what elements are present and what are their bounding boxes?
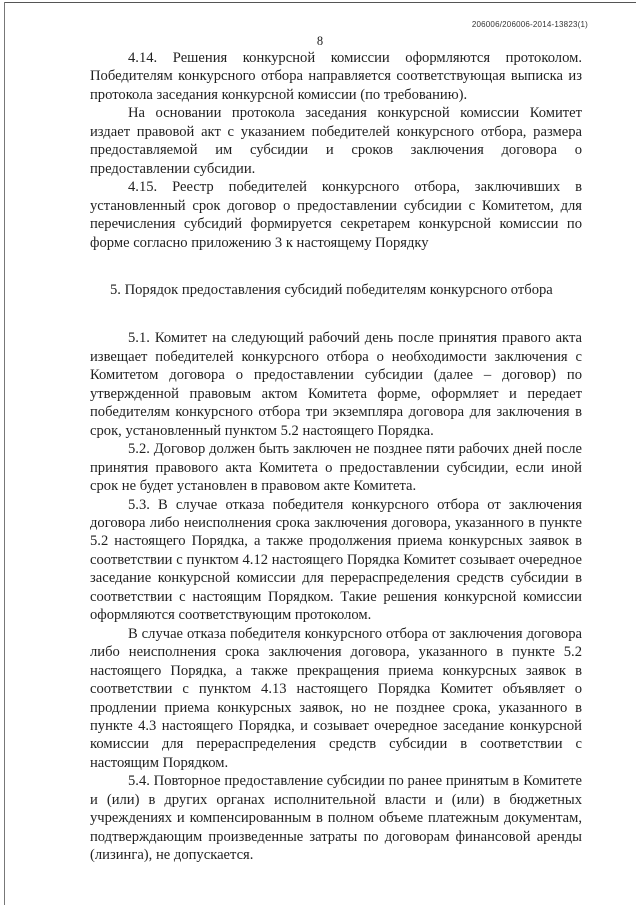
section-heading: 5. Порядок предоставления субсидий победителям конкурсного отбора	[110, 281, 553, 298]
paragraph-5-3-refusal: В случае отказа победителя конкурсного отбора от заключения договора либо неисполнения срока заключения договора, указанного в пункте 5.2 настоящего Порядка, а также прекращения приема конкурсных заявок в соответствии с пунктом 4.13 настоящего Порядка Комитет объявляет о продлении приема конкурсных заявок, но не позднее срока, указанного в пункте 4.3 настоящего Порядка, и созывает очередное заседание конкурсной комиссии для перераспределения средств субсидии в соответствии с настоящим Порядком.	[90, 625, 582, 771]
page-left-border	[4, 2, 5, 905]
document-body	[90, 49, 582, 865]
page-top-border	[4, 2, 636, 3]
paragraph-4-15: 4.15. Реестр победителей конкурсного отбора, заключивших в установленный срок договор о предоставлении субсидии с Комитетом, для перечисления субсидий формируется секретарем конкурсной комиссии по форме согласно приложению 3 к настоящему Порядку	[90, 179, 582, 251]
paragraph-5-3: 5.3. В случае отказа победителя конкурсного отбора от заключения договора либо неисполнения срока заключения договора, указанного в пункте 5.2 настоящего Порядка, а также продолжения приема конкурсных заявок в соответствии с пунктом 4.12 настоящего Порядка Комитет созывает очередное заседание конкурсной комиссии для перераспределения средств субсидии в соответствии с настоящим Порядком. Такие решения конкурсной комиссии оформляются соответствующим протоколом.	[90, 496, 582, 624]
page-number: 8	[316, 34, 324, 48]
paragraph-5-1: 5.1. Комитет на следующий рабочий день после принятия правого акта извещает победителей конкурсного отбора о необходимости заключения с Комитетом договора о предоставлении субсидии (далее – договор) по утвержденной правовым актом Комитета форме, оформляет и передает победителям конкурсного отбора три экземпляра договора для заключения в срок, установленный пунктом 5.2 настоящего Порядка.	[90, 330, 582, 439]
paragraph-protocol-act: На основании протокола заседания конкурсной комиссии Комитет издает правовой акт с указанием победителей конкурсного отбора, размера предоставляемой им субсидии и сроков заключения договора о предоставлении субсидии.	[90, 105, 582, 177]
document-id-stamp: 206006/206006-2014-13823(1)	[471, 20, 588, 29]
paragraph-5-4: 5.4. Повторное предоставление субсидии по ранее принятым в Комитете и (или) в других органах исполнительной власти и (или) в бюджетных учреждениях и компенсированным в полном объеме платежным документам, подтверждающим произведенные затраты по договорам финансовой аренды (лизинга), не допускается.	[90, 773, 582, 864]
paragraph-5-2: 5.2. Договор должен быть заключен не позднее пяти рабочих дней после принятия правового акта Комитета о предоставлении субсидии, если иной срок не будет установлен в правовом акте Комитета.	[90, 441, 582, 495]
paragraph-4-14: 4.14. Решения конкурсной комиссии оформляются протоколом. Победителям конкурсного отбора направляется соответствующая выписка из протокола заседания конкурсной комиссии (по требованию).	[90, 50, 582, 103]
